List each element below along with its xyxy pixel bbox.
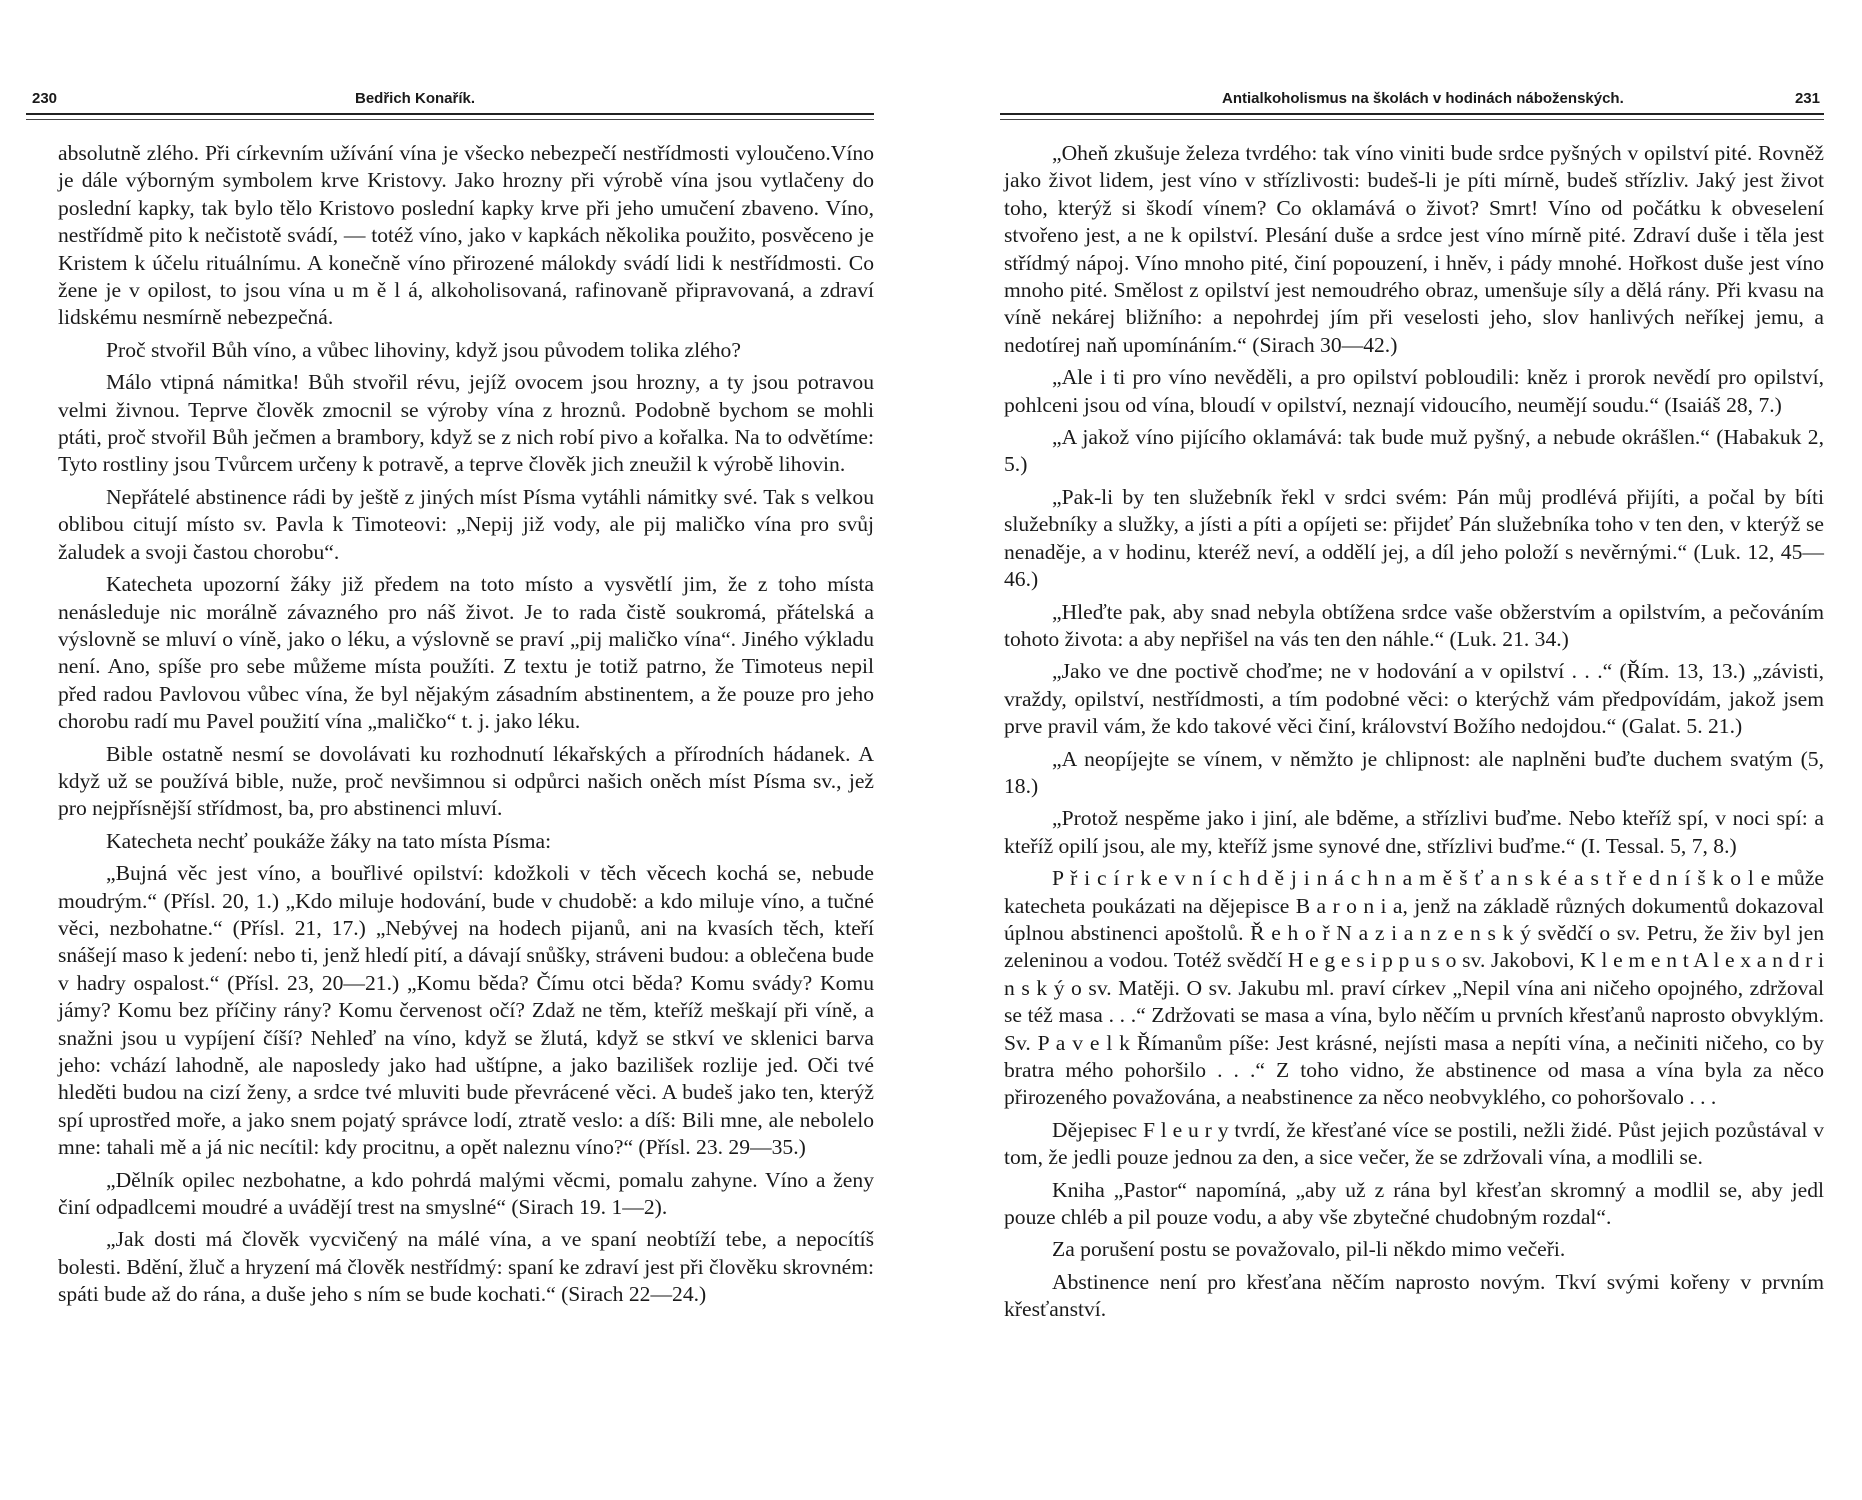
page-header xyxy=(1000,90,1824,112)
paragraph: „Jako ve dne poctivě choďme; ne v hodování a v opilství . . .“ (Řím. 13, 13.) „závisti, vraždy, opilství, nestřídmosti, a tím podobné věci: o kterýchž vám předpovídám, jakož jsem prve pravil vám, že kdo takové věci činí, království Božího nedojdou.“ (Galat. 5. 21.) xyxy=(1004,659,1824,739)
paragraph: „Protož nespěme jako i jiní, ale bděme, a střízlivi buďme. Nebo kteříž spí, v noci spí: a kteříž opilí jsou, ale my, kteříž jsme synové dne, střízlivi buďme.“ (I. Tessal. 5, 7, 8.) xyxy=(1004,806,1824,858)
paragraph: „A neopíjejte se vínem, v němžto je chlipnost: ale naplněni buďte duchem svatým (5, 18.) xyxy=(1004,746,1824,798)
paragraph: „Oheň zkušuje železa tvrdého: tak víno viniti bude srdce pyšných v opilství pité. Rovněž jako život lidem, jest víno v střízlivosti: budeš-li je píti mírně, budeš střízliv. Jaký jest život toho, kterýž si škodí vínem? Co oklamává o život? Smrt! Víno od počátku k obveselení stvořeno jest, a ne k opilství. Plesání duše a srdce jest víno mírně pité. Zdraví duše i těla jest střídmý nápoj. Víno mnoho pité, činí popouzení, i hněv, i pády mnohé. Hořkost duše jest víno mnoho pité. Smělost z opilství jest nemoudrého obraz, umenšuje síly a dělá rány. Při kvasu na víně nekárej bližního: a nepohrdej jím při veselosti jeho, slov hanlivých neříkej jemu, a nedotírej naň upomínáním.“ (Sirach 30—42.) xyxy=(1004,141,1824,357)
paragraph: Bible ostatně nesmí se dovolávati ku rozhodnutí lékařských a přírodních hádanek. A když už se používá bible, nuže, proč nevšimnou si odpůrci našich oněch míst Písma sv., jež pro nejpřísnější střídmost, ba, pro abstinenci mluví. xyxy=(58,741,874,821)
paragraph: absolutně zlého. Při církevním užívání vína je všecko nebezpečí nestřídmosti vyloučeno.Víno je dále výborným symbolem krve Kristovy. Jako hrozny při výrobě vína jsou vytlačeny do poslední kapky, tak bylo tělo Kristovo poslední kapky krve při jeho umučení zbaveno. Víno, nestřídmě pito k nečistotě svádí, — totéž víno, jako v kapkách několika použito, posvěceno je Kristem k účelu rituálnímu. A konečně víno přirozené málokdy svádí lidi k nestřídmosti. Co žene je v opilost, to jsou vína u m ě l á, alkoholisovaná, rafinovaně připravovaná, a zdraví lidskému nesmírně nebezpečná. xyxy=(58,141,874,330)
header-rule xyxy=(26,113,874,120)
page-number: 230 xyxy=(32,90,58,107)
paragraph: „Dělník opilec nezbohatne, a kdo pohrdá malými věcmi, pomalu zahyne. Víno a ženy činí odpadlcemi moudré a uvádějí trest na smyslné“ (Sirach 19. 1—2). xyxy=(58,1167,874,1220)
paragraph: Málo vtipná námitka! Bůh stvořil révu, jejíž ovocem jsou hrozny, a ty jsou potravou velmi živnou. Teprve člověk zmocnil se výroby vína z hroznů. Podobně bychom se mohli ptáti, proč stvořil Bůh ječmen a brambory, když se z nich robí pivo a kořalka. Na to odvětíme: Tyto rostliny jsou Tvůrcem určeny k potravě, a teprve člověk jich zneužil k výrobě lihovin. xyxy=(58,370,874,477)
paragraph: „Hleďte pak, aby snad nebyla obtížena srdce vaše obžerstvím a opilstvím, a pečováním tohoto života: a aby nepřišel na vás ten den náhle.“ (Luk. 21. 34.) xyxy=(1004,599,1824,651)
paragraph: „A jakož víno pijícího oklamává: tak bude muž pyšný, a nebude okrášlen.“ (Habakuk 2, 5.) xyxy=(1004,425,1824,477)
paragraph: Katecheta upozorní žáky již předem na toto místo a vysvětlí jim, že z toho místa nenásleduje nic morálně závazného pro náš život. Je to rada čistě soukromá, přátelská a výslovně se mluví o víně, jako o léku, a výslovně se praví „pij maličko vína“. Jiného výkladu není. Ano, spíše pro sebe můžeme místa použíti. Z textu je totiž patrno, že Timoteus nepil před radou Pavlovou vůbec vína, že byl nějakým zásadním abstinentem, a že pouze pro jeho chorobu radí mu Pavel použití vína „maličko“ t. j. jako léku. xyxy=(58,572,874,734)
left-page xyxy=(26,0,874,1500)
running-head: Bedřich Konařík. xyxy=(354,90,476,107)
paragraph: „Pak-li by ten služebník řekl v srdci svém: Pán můj prodlévá přijíti, a počal by bíti služebníky a služky, a jísti a píti a opíjeti se: přijdeť Pán služebníka toho v ten den, v kterýž se nenaděje, a v hodinu, kteréž neví, a oddělí jej, a díl jeho položí s nevěrnými.“ (Luk. 12, 45—46.) xyxy=(1004,484,1824,592)
page-body xyxy=(58,140,874,1314)
page-header xyxy=(26,90,874,112)
paragraph: Dějepisec F l e u r y tvrdí, že křesťané více se postili, nežli židé. Půst jejich pozůstával v tom, že jedli pouze jednou za den, a sice večer, že se zdržovali vína, a modlili se. xyxy=(1004,1117,1824,1170)
page-number: 231 xyxy=(1794,90,1820,107)
paragraph: Abstinence není pro křesťana něčím naprosto novým. Tkví svými kořeny v prvním křesťanství. xyxy=(1004,1269,1824,1322)
page-body xyxy=(1004,140,1824,1329)
paragraph: „Bujná věc jest víno, a bouřlivé opilství: kdožkoli v těch věcech kochá se, nebude moudrým.“ (Přísl. 20, 1.) „Kdo miluje hodování, bude v chudobě: a kdo miluje víno, a tučné věci, nezbohatne.“ (Přísl. 21, 17.) „Nebývej na hodech pijanů, ani na kvasích těch, kteří snášejí maso k jedení: nebo ti, jenž hledí pití, a dávají snůšky, stráveni budou: a oblečena bude v hadry ospalost.“ (Přísl. 23, 20—21.) „Komu běda? Čímu otci běda? Komu svády? Komu jámy? Komu bez příčiny rány? Komu červenost očí? Zdaž ne těm, kteříž meškají při víně, a snažni jsou u vypíjení číší? Nehleď na víno, když se žlutá, když se stkví ve sklenici barva jeho: vchází lahodně, ale naposledy jako had uštípne, a jako bazilišek rozlije jed. Oči tvé hleděti budou na cizí ženy, a srdce tvé mluviti bude převrácené věci. A budeš jako ten, kterýž spí uprostřed moře, a jako snem pojatý správce lodí, ztratě veslo: a díš: Bili mne, ale nebolelo mne: tahali mě a já nic necítil: kdy procitnu, a opět naleznu víno?“ (Přísl. 23. 29—35.) xyxy=(58,861,874,1160)
header-rule xyxy=(1000,113,1824,120)
right-page xyxy=(1000,0,1824,1500)
paragraph: Za porušení postu se považovalo, pil-li někdo mimo večeři. xyxy=(1052,1237,1566,1262)
paragraph: Proč stvořil Bůh víno, a vůbec lihoviny, když jsou původem tolika zlého? xyxy=(106,337,741,362)
paragraph: Nepřátelé abstinence rádi by ještě z jiných míst Písma vytáhli námitky své. Tak s velkou oblibou citují místo sv. Pavla k Timoteovi: „Nepij již vody, ale pij maličko vína pro svůj žaludek a svoji častou chorobu“. xyxy=(58,484,874,564)
running-head: Antialkoholismus na školách v hodinách náboženských. xyxy=(1222,90,1624,107)
paragraph: Katecheta nechť poukáže žáky na tato místa Písma: xyxy=(106,828,552,853)
paragraph: P ř i c í r k e v n í c h d ě j i n á c h n a m ě š ť a n s k é a s t ř e d n í š k o l e může katecheta poukázati na dějepisce B a r o n i a, jenž na základě různých dokumentů dokazoval úplnou abstinenci apoštolů. Ř e h o ř N a z i a n z e n s k ý svědčí o sv. Petru, že živ byl jen zeleninou a vodou. Totéž svědčí H e g e s i p p u s o sv. Jakobovi, K l e m e n t A l e x a n d r i n s k ý o sv. Matěji. O sv. Jakubu ml. praví církev „Nepil vína ani ničeho opojného, zdržoval se též masa . . .“ Zdržovati se masa a vína, bylo něčím u prvních křesťanů naprosto obvyklým. Sv. P a v e l k Římanům píše: Jest krásné, nejísti masa a nepíti vína, a nečiniti ničeho, co by bratra mého pohoršilo . . .“ Z toho vidno, že abstinence od masa a vína byla za něco přirozeného považována, a neabstinence za něco neobvyklého, co pohoršovalo . . . xyxy=(1004,866,1824,1110)
paragraph: „Jak dosti má člověk vycvičený na málé vína, a ve spaní neobtíží tebe, a nepocítíš bolesti. Bdění, žluč a hryzení má člověk nestřídmý: spaní ke zdraví jest při člověku skrovném: spáti bude až do rána, a duše jeho s ním se bude kochati.“ (Sirach 22—24.) xyxy=(58,1227,874,1307)
paragraph: Kniha „Pastor“ napomíná, „aby už z rána byl křesťan skromný a modlil se, aby jedl pouze chléb a pil pouze vodu, a aby vše zbytečné chudobným rozdal“. xyxy=(1004,1177,1824,1230)
paragraph: „Ale i ti pro víno nevěděli, a pro opilství pobloudili: kněz i prorok nevědí pro opilství, pohlceni jsou od vína, bloudí v opilství, neznají vidoucího, neumějí soudu.“ (Isaiáš 28, 7.) xyxy=(1004,365,1824,417)
